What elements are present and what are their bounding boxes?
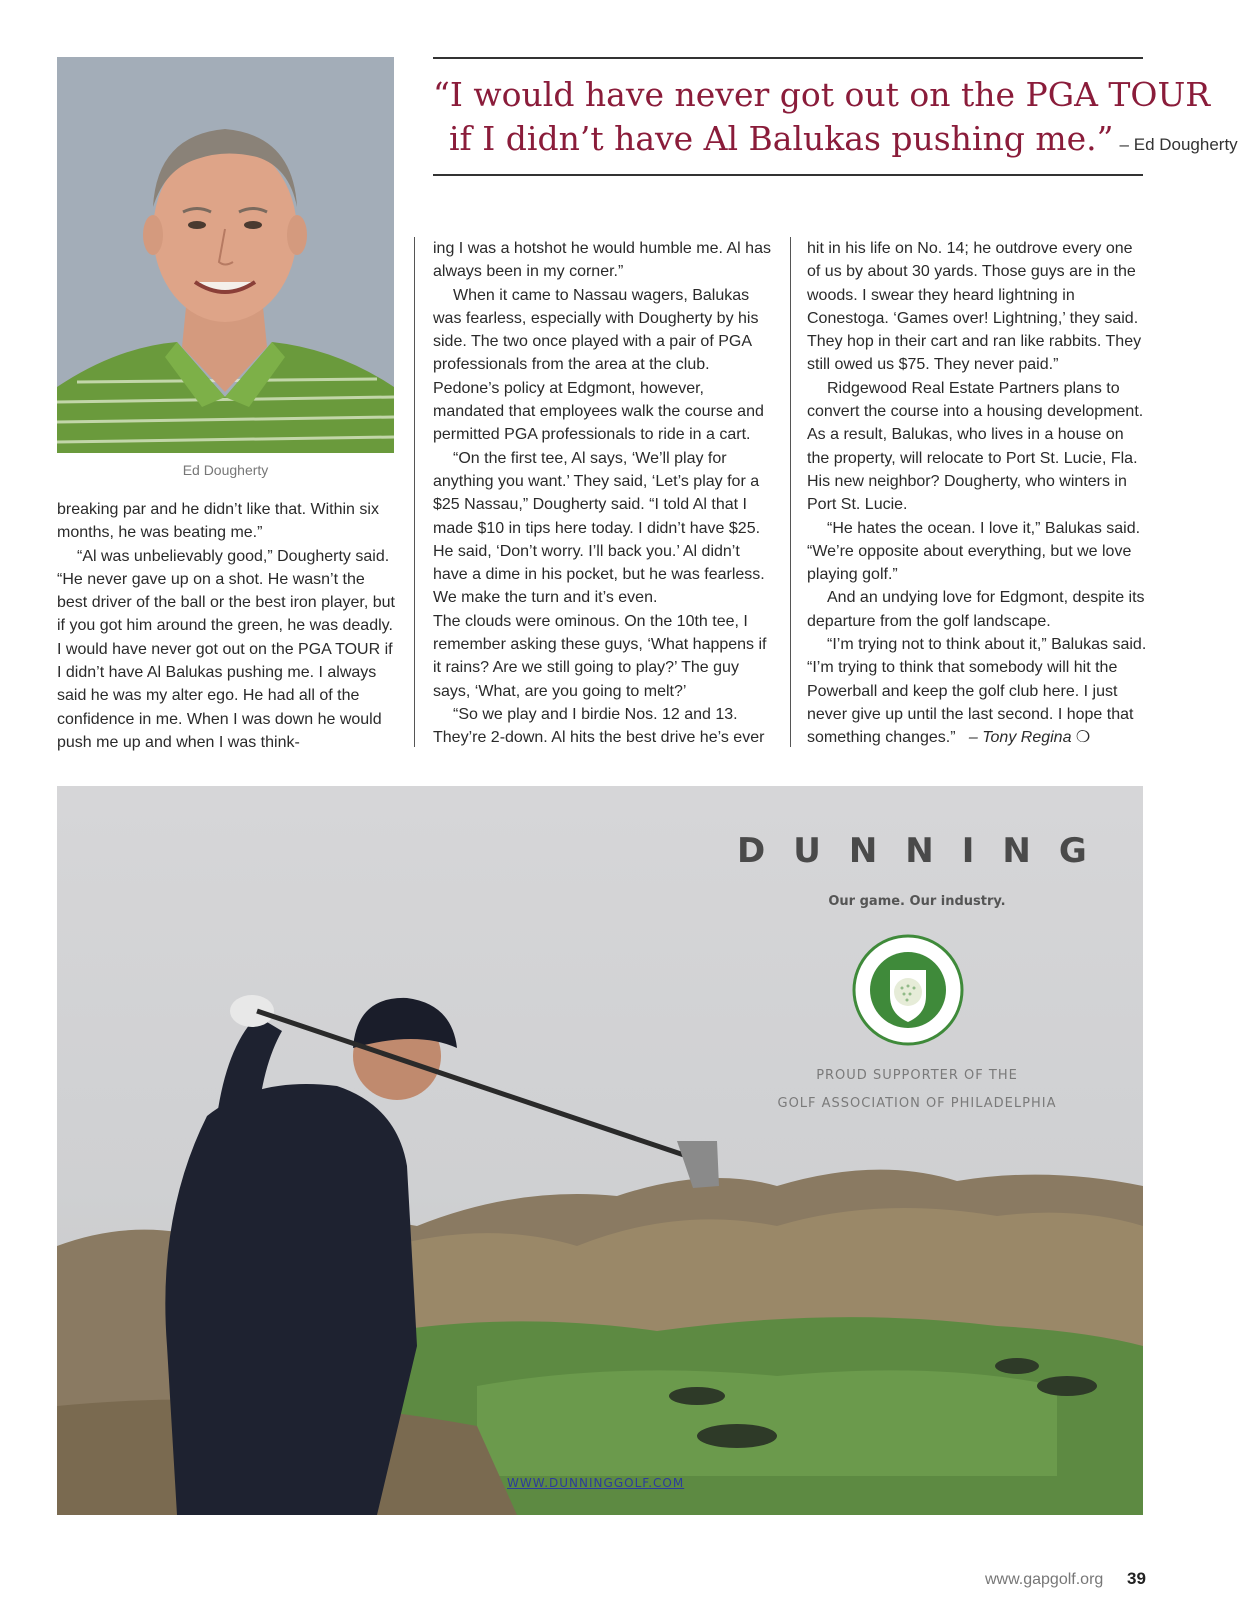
paragraph: Ridgewood Real Estate Partners plans to convert the course into a housing development. As a result, Balukas, who lives in a house on the property, will relocate to Port St. Lucie, Fla. His new neighbor? Dougherty, who winters in Port St. Lucie. — [807, 379, 1144, 514]
portrait-photo — [57, 57, 394, 453]
article-column-2 — [433, 237, 775, 750]
author-byline: – Tony Regina — [968, 729, 1072, 747]
pull-quote-attribution: – Ed Dougherty — [1119, 135, 1238, 154]
dunning-advertisement[interactable] — [57, 786, 1143, 1515]
ad-tagline: Our game. Our industry. — [828, 894, 1006, 909]
paragraph: ing I was a hotshot he would humble me. Al has always been in my corner.” — [433, 240, 771, 281]
paragraph: hit in his life on No. 14; he outdrove every one of us by about 30 yards. Those guys are in the woods. I swear they heard lightning in Conestoga. ‘Games over! Lightning,’ they said. They hop in their cart and ran like rabbits. They still owed us $75. They never paid.” — [807, 240, 1142, 374]
paragraph: The clouds were ominous. On the 10th tee, I remember asking these guys, ‘What happens if it rains? Are we still going to play?’ The guy says, ‘What, are you going to melt?’ — [433, 612, 767, 700]
pull-quote-line-2-text: if I didn’t have Al Balukas pushing me.” — [449, 119, 1114, 158]
paragraph-text: “I’m trying not to think about it,” Balukas said. “I’m trying to think that somebody will hit the Powerball and keep the golf club here. I just never give up until the last second. I hope that something changes.” — [807, 636, 1147, 747]
photo-caption: Ed Dougherty — [182, 462, 269, 478]
paragraph: When it came to Nassau wagers, Balukas was fearless, especially with Dougherty by his side. The two once played with a pair of PGA professionals from the area at the club. Pedone’s policy at Edgmont, however, mandated that employees walk the course and permitted PGA professionals to ride in a cart. — [433, 286, 764, 444]
pull-quote-line-2 — [433, 117, 1238, 167]
paragraph: “On the first tee, Al says, ‘We’ll play for anything you want.’ They said, ‘Let’s play for a $25 Nassau,” Dougherty said. “I told Al that I made $10 in tips here today. I didn’t have $25. He said, ‘Don’t worry. I’ll back you.’ Al didn’t have a dime in his pocket, but he was fearless. We make the turn and it’s even. — [433, 449, 765, 607]
paragraph: And an undying love for Edgmont, despite its departure from the golf landscape. — [807, 589, 1145, 630]
ad-website-link[interactable]: WWW.DUNNINGGOLF.COM — [507, 1476, 685, 1490]
paragraph: “Al was unbelievably good,” Dougherty said. “He never gave up on a shot. He wasn’t the best driver of the ball or the best iron player, but if you got him around the green, he was deadly. I would have never got out on the PGA TOUR if I didn’t have Al Balukas pushing me. I always said he was my alter ego. He had all of the confidence in me. When I was down he would push me up and when I was think- — [57, 547, 395, 751]
paragraph: “So we play and I birdie Nos. 12 and 13. They’re 2-down. Al hits the best drive he’s ever — [433, 705, 765, 747]
paragraph — [807, 633, 1149, 749]
page-number: 39 — [1127, 1569, 1146, 1588]
article-column-1 — [57, 498, 395, 754]
end-mark-icon: ❍ — [1075, 729, 1091, 747]
paragraph: breaking par and he didn’t like that. Within six months, he was beating me.” — [57, 501, 379, 542]
column-divider — [414, 237, 415, 747]
column-divider — [790, 237, 791, 747]
footer-website-link[interactable]: www.gapgolf.org — [985, 1571, 1104, 1588]
pull-quote — [433, 57, 1238, 176]
pull-quote-line-1: “I would have never got out on the PGA TOUR — [433, 75, 1211, 114]
ad-brand-name: DUNNING — [737, 831, 1115, 871]
article-column-3 — [807, 237, 1149, 750]
golf-association-seal-icon — [852, 934, 964, 1046]
portrait-illustration — [57, 57, 394, 453]
ad-supporter-line-2: GOLF ASSOCIATION OF PHILADELPHIA — [777, 1096, 1057, 1111]
ad-supporter-line-1: PROUD SUPPORTER OF THE — [816, 1068, 1018, 1083]
paragraph: “He hates the ocean. I love it,” Balukas said. “We’re opposite about everything, but we love playing golf.” — [807, 519, 1141, 584]
